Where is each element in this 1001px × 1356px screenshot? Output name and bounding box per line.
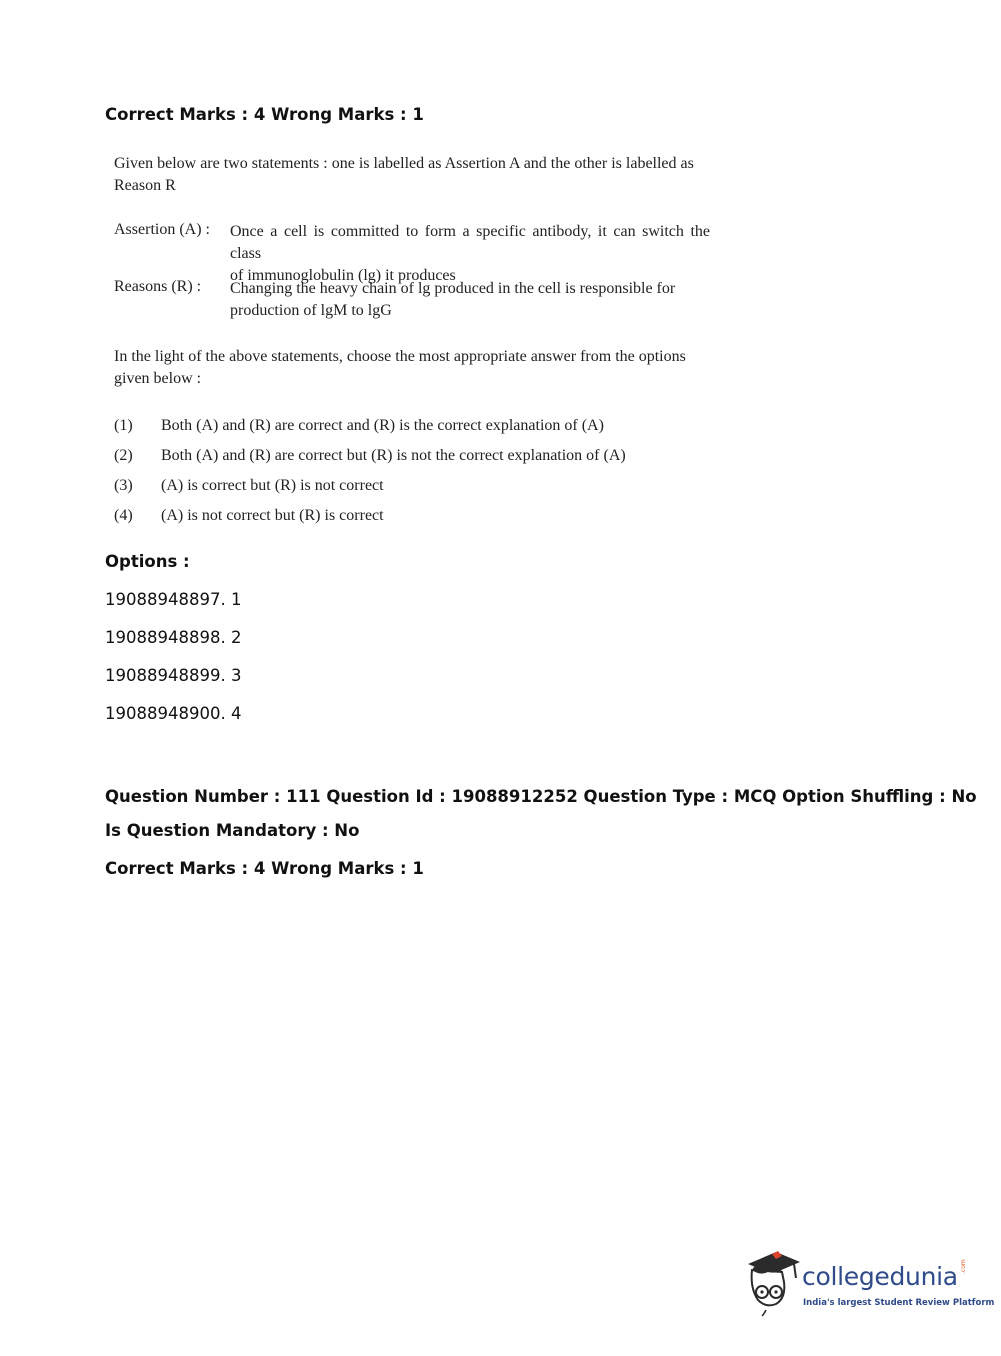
reason-line: Changing the heavy chain of lg produced in the cell is responsible for — [230, 280, 676, 297]
option-item: 19088948898. 2 — [105, 628, 242, 647]
logo-tagline: India's largest Student Review Platform — [803, 1298, 995, 1308]
assertion-line: of immunoglobulin (lg) it produces — [230, 267, 456, 284]
marks-line: Correct Marks : 4 Wrong Marks : 1 — [105, 859, 424, 878]
question-prompt — [114, 346, 714, 390]
question-meta-line: Question Number : 111 Question Id : 19088912252 Question Type : MCQ Option Shuffling : No — [105, 787, 977, 806]
reason-line: production of lgM to lgG — [230, 302, 392, 319]
intro-line: Reason R — [114, 177, 176, 194]
option-item: 19088948900. 4 — [105, 704, 242, 723]
choice-text: (A) is correct but (R) is not correct — [161, 477, 384, 494]
choice-text: Both (A) and (R) are correct but (R) is not the correct explanation of (A) — [161, 447, 626, 464]
mascot-icon — [742, 1248, 804, 1318]
reason-text — [230, 278, 710, 322]
logo-wordmark: collegedunia — [802, 1262, 958, 1291]
choice-number: (4) — [114, 507, 133, 524]
option-item: 19088948897. 1 — [105, 590, 242, 609]
collegedunia-logo — [742, 1248, 995, 1318]
question-intro — [114, 153, 714, 197]
options-heading: Options : — [105, 552, 190, 571]
choice-text: Both (A) and (R) are correct and (R) is the correct explanation of (A) — [161, 417, 604, 434]
logo-suffix: .com — [960, 1259, 967, 1274]
option-item: 19088948899. 3 — [105, 666, 242, 685]
mandatory-line: Is Question Mandatory : No — [105, 821, 360, 840]
choice-number: (3) — [114, 477, 133, 494]
marks-line: Correct Marks : 4 Wrong Marks : 1 — [105, 105, 424, 124]
assertion-label: Assertion (A) : — [114, 221, 210, 238]
intro-line: Given below are two statements : one is labelled as Assertion A and the other is labelled as — [114, 155, 694, 172]
reason-label: Reasons (R) : — [114, 278, 202, 295]
prompt-line: given below : — [114, 370, 202, 387]
prompt-line: In the light of the above statements, choose the most appropriate answer from the options — [114, 348, 686, 365]
assertion-line: Once a cell is committed to form a specific antibody, it can switch the class — [230, 223, 710, 262]
choice-number: (2) — [114, 447, 133, 464]
choice-number: (1) — [114, 417, 133, 434]
choice-text: (A) is not correct but (R) is correct — [161, 507, 384, 524]
